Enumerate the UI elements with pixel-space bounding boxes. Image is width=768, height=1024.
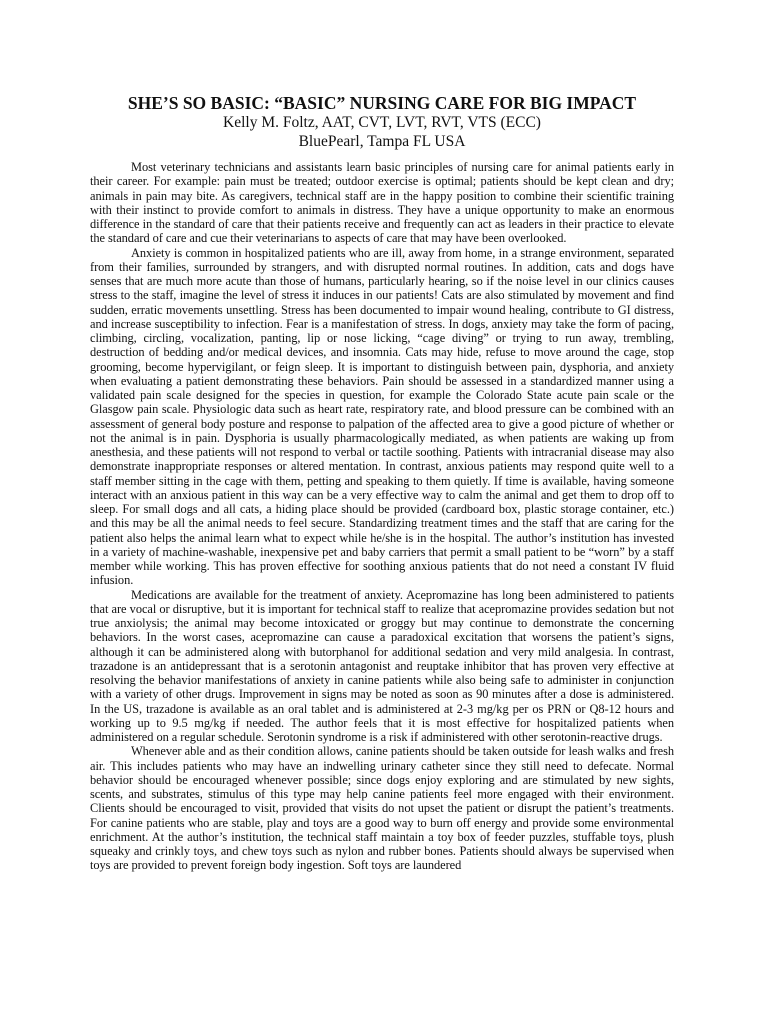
document-title: SHE’S SO BASIC: “BASIC” NURSING CARE FOR BIG IMPACT xyxy=(127,93,637,113)
body-paragraph: Medications are available for the treatment of anxiety. Acepromazine has long been administered to patients that are vocal or disruptive, but it is important for technical staff to realize that acepromazine provides sedation but not true anxiolysis; the animal may become intoxicated or groggy but may continue to demonstrate the concerning behaviors. In the worst cases, acepromazine can cause a paradoxical excitation that worsens the patient’s signs, although it can be administered along with butorphanol for additional sedation and very mild analgesia. In contrast, trazadone is an antidepressant that is a serotonin antagonist and reuptake inhibitor that has proven very effective at resolving the behavior manifestations of anxiety in canine patients while also being safe to administer in conjunction with a variety of other drugs. Improvement in signs may be noted as soon as 90 minutes after a dose is administered. In the US, trazadone is available as an oral tablet and is administered at 2-3 mg/kg per os PRN or Q8-12 hours and working up to 9.5 mg/kg if needed. The author feels that it is most effective for hospitalized patients when administered on a regular schedule. Serotonin syndrome is a risk if administered with other serotonin-reactive drugs. xyxy=(90,587,674,744)
document-page xyxy=(90,93,674,873)
author-line: Kelly M. Foltz, AAT, CVT, LVT, RVT, VTS (ECC) xyxy=(223,114,541,131)
body-paragraph: Anxiety is common in hospitalized patients who are ill, away from home, in a strange environment, separated from their families, surrounded by strangers, and with disrupted normal routines. In addition, cats and dogs have senses that are much more acute than those of humans, particularly hearing, so if the noise level in our clinics causes stress to the staff, imagine the level of stress it induces in our patients! Cats are also stimulated by movement and find sudden, erratic movements unsettling. Stress has been documented to impair wound healing, contribute to GI distress, and increase susceptibility to infection. Fear is a manifestation of stress. In dogs, anxiety may take the form of pacing, climbing, circling, vocalization, panting, lip or nose licking, “cage diving” or trying to run away, trembling, destruction of bedding and/or medical devices, and insomnia. Cats may hide, refuse to move around the cage, stop grooming, become hypervigilant, or feign sleep. It is important to distinguish between pain, dysphoria, and anxiety when evaluating a patient demonstrating these behaviors. Pain should be assessed in a standardized manner using a validated pain scale designed for the species in question, for example the Colorado State acute pain scale or the Glasgow pain scale. Physiologic data such as heart rate, respiratory rate, and blood pressure can be combined with an assessment of general body posture and response to palpation of the affected area to give a good picture of whether or not the animal is in pain. Dysphoria is usually pharmacologically mediated, as when patients are waking up from anesthesia, and these patients will not respond to verbal or tactile soothing. Patients with intracranial disease may also demonstrate inappropriate responses or altered mentation. In contrast, anxious patients may respond quite well to a staff member sitting in the cage with them, petting and speaking to them quietly. If time is available, having someone interact with an anxious patient in this way can be a very effective way to calm the animal and get them to drop off to sleep. For small dogs and all cats, a hiding place should be provided (cardboard box, plastic storage container, etc.) and this may be all the animal needs to feel secure. Standardizing treatment times and the staff that are caring for the patient also helps the animal learn what to expect while he/she is in the hospital. The author’s institution has invested in a variety of machine-washable, inexpensive pet and baby carriers that permit a small patient to be “worn” by a staff member while working. This has proven effective for soothing anxious patients that do not need a constant IV fluid infusion. xyxy=(90,245,674,588)
document-body xyxy=(90,160,674,873)
body-paragraph: Most veterinary technicians and assistants learn basic principles of nursing care for animal patients early in their career. For example: pain must be treated; outdoor exercise is optimal; patients should be kept clean and dry; animals in pain may bite. As caregivers, technical staff are in the happy position to combine their scientific training with their instinct to provide comfort to animals in distress. They have a unique opportunity to make an enormous difference in the standard of care that their patients receive and frequently can act as leaders in their practice to elevate the standard of care and cue their veterinarians to aspects of care that may have been overlooked. xyxy=(90,160,674,246)
affiliation-line: BluePearl, Tampa FL USA xyxy=(298,133,466,150)
body-paragraph: Whenever able and as their condition allows, canine patients should be taken outside for leash walks and fresh air. This includes patients who may have an indwelling urinary catheter since they still need to defecate. Normal behavior should be encouraged whenever possible; since dogs enjoy exploring and are stimulated by new sights, scents, and substrates, stimulus of this type may help canine patients feel more engaged with their environment. Clients should be encouraged to visit, provided that visits do not upset the patient or disrupt the patient’s treatments. For canine patients who are stable, play and toys are a good way to burn off energy and provide some environmental enrichment. At the author’s institution, the technical staff maintain a toy box of feeder puzzles, stuffable toys, plush squeaky and crinkly toys, and chew toys such as nylon and rubber bones. Patients should always be supervised when toys are provided to prevent foreign body ingestion. Soft toys are laundered xyxy=(90,744,674,873)
